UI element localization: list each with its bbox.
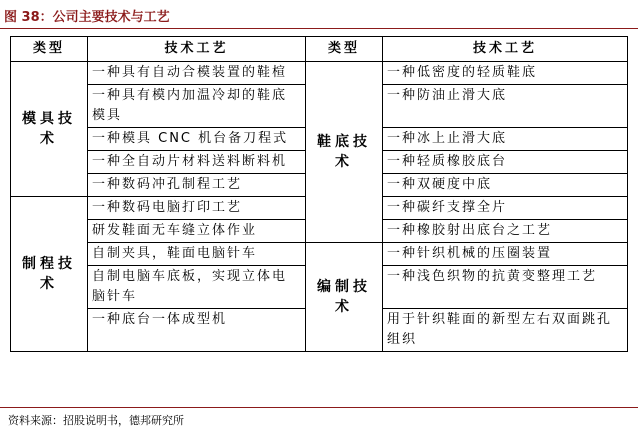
process-item-5: 一种底台一体成型机	[88, 309, 306, 352]
mold-item-5: 一种数码冲孔制程工艺	[88, 174, 306, 197]
knit-item-3: 用于针织鞋面的新型左右双面跳孔组织	[383, 309, 628, 352]
header-type-right: 类型	[306, 37, 383, 62]
category-knit: 编制技术	[306, 243, 383, 352]
header-type-left: 类型	[11, 37, 88, 62]
bottom-divider	[0, 407, 638, 408]
mold-item-1: 一种具有自动合模装置的鞋楦	[88, 62, 306, 85]
sole-item-2: 一种防油止滑大底	[383, 85, 628, 128]
header-tech-right: 技术工艺	[383, 37, 628, 62]
sole-item-4: 一种轻质橡胶底台	[383, 151, 628, 174]
table-header-row	[11, 37, 628, 62]
process-item-3: 自制夹具，鞋面电脑针车	[88, 243, 306, 266]
table-row	[11, 62, 628, 85]
mold-item-4: 一种全自动片材料送料断料机	[88, 151, 306, 174]
mold-item-2: 一种具有模内加温冷却的鞋底模具	[88, 85, 306, 128]
figure-title: 图 38：公司主要技术与工艺	[4, 10, 170, 25]
category-sole: 鞋底技术	[306, 62, 383, 243]
mold-item-3: 一种模具 CNC 机台备刀程式	[88, 128, 306, 151]
process-item-4: 自制电脑车底板，实现立体电脑针车	[88, 266, 306, 309]
category-process: 制程技术	[11, 197, 88, 352]
process-item-2: 研发鞋面无车缝立体作业	[88, 220, 306, 243]
header-tech-left: 技术工艺	[88, 37, 306, 62]
sole-item-6: 一种碳纤支撑全片	[383, 197, 628, 220]
sole-item-5: 一种双硬度中底	[383, 174, 628, 197]
process-item-1: 一种数码电脑打印工艺	[88, 197, 306, 220]
tech-process-table	[10, 36, 628, 352]
knit-item-2: 一种浅色织物的抗黄变整理工艺	[383, 266, 628, 309]
category-mold: 模具技术	[11, 62, 88, 197]
knit-item-1: 一种针织机械的压圈装置	[383, 243, 628, 266]
sole-item-7: 一种橡胶射出底台之工艺	[383, 220, 628, 243]
source-note: 资料来源：招股说明书，德邦研究所	[8, 414, 184, 427]
sole-item-1: 一种低密度的轻质鞋底	[383, 62, 628, 85]
sole-item-3: 一种冰上止滑大底	[383, 128, 628, 151]
table-row	[11, 243, 628, 266]
title-divider	[0, 28, 638, 29]
